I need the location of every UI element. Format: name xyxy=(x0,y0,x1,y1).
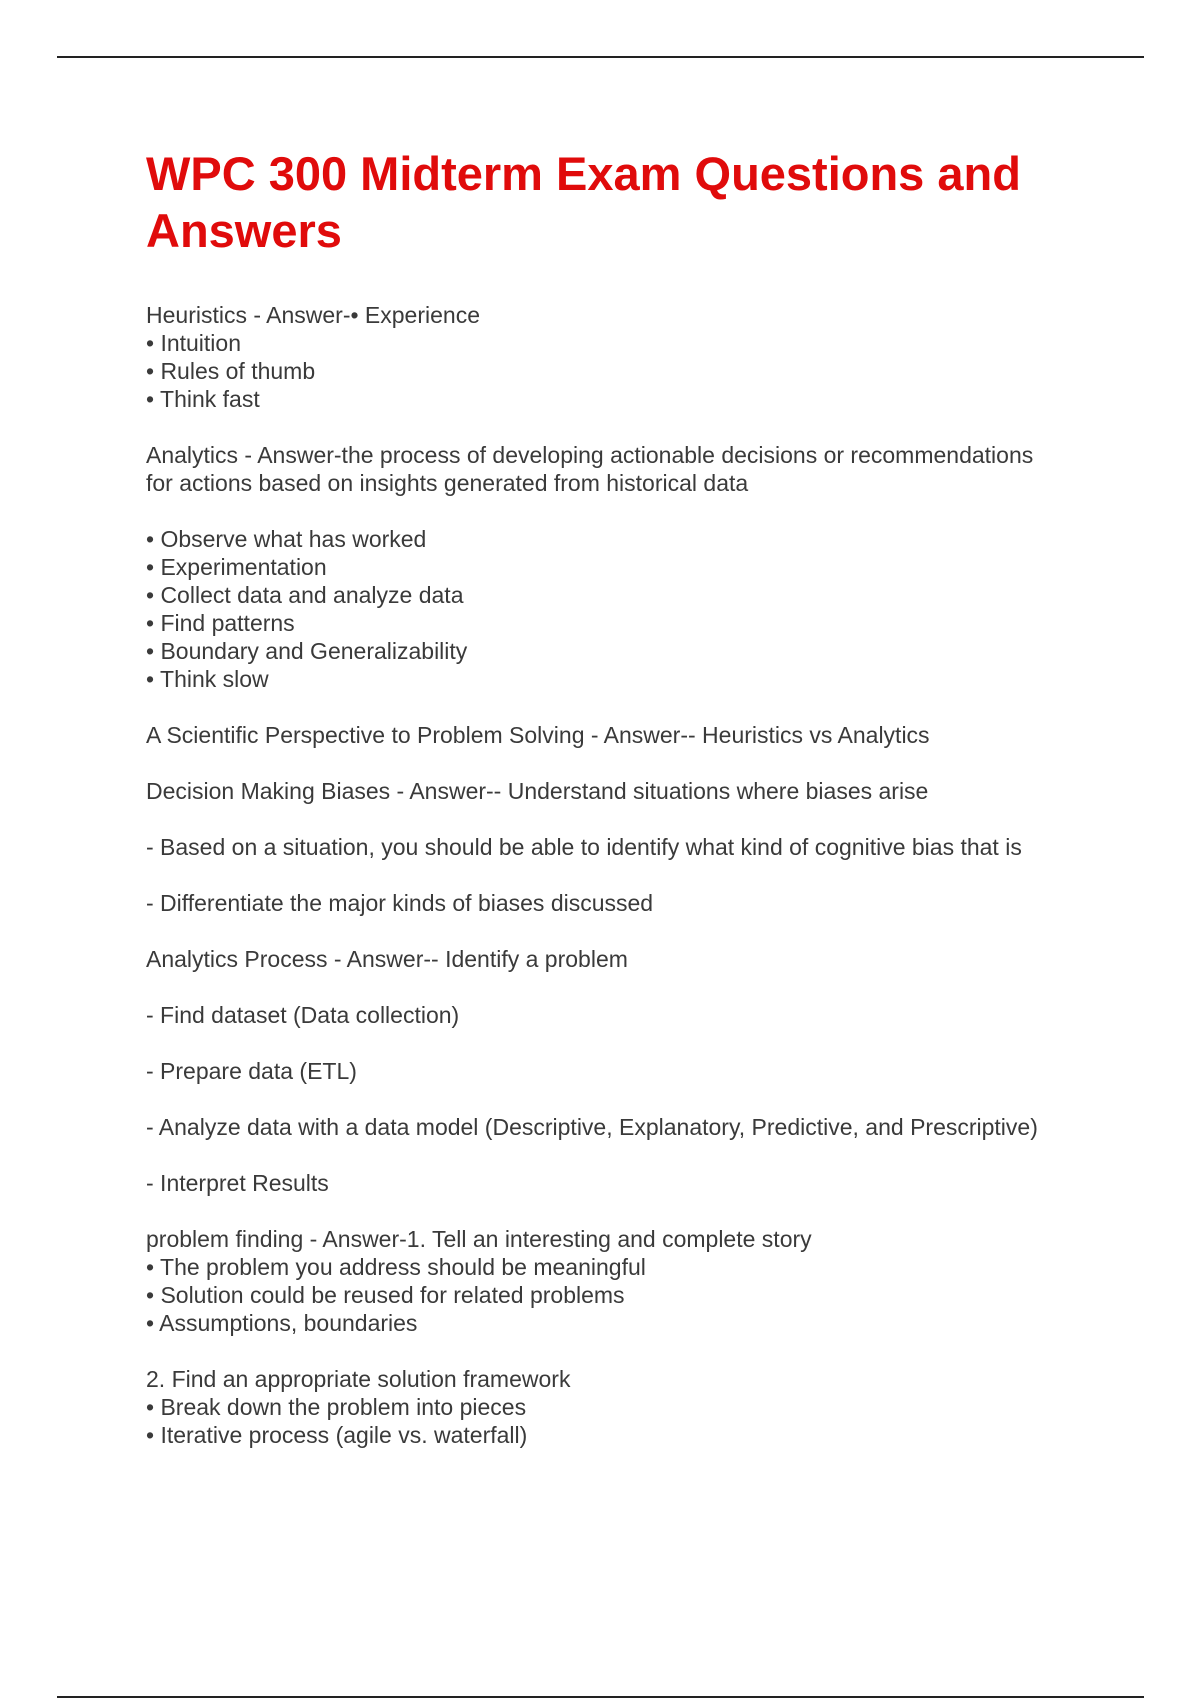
qa-block xyxy=(146,525,1106,693)
text-line: - Differentiate the major kinds of biases discussed xyxy=(146,890,654,916)
qa-block xyxy=(146,1225,1106,1337)
text-line: • Think fast xyxy=(146,386,260,412)
text-line: • Intuition xyxy=(146,330,241,356)
text-line: • Experimentation xyxy=(146,554,327,580)
text-line: - Analyze data with a data model (Descriptive, Explanatory, Predictive, and Prescriptive) xyxy=(146,1114,1038,1140)
text-line: - Prepare data (ETL) xyxy=(146,1058,357,1084)
text-line: • Observe what has worked xyxy=(146,526,427,552)
qa-block xyxy=(146,777,1106,805)
qa-block xyxy=(146,1057,1106,1085)
text-line: • Collect data and analyze data xyxy=(146,582,464,608)
qa-block xyxy=(146,301,1106,413)
qa-block xyxy=(146,721,1106,749)
document-body xyxy=(146,145,1106,1477)
qa-block xyxy=(146,1365,1106,1449)
text-line: Decision Making Biases - Answer-- Understand situations where biases arise xyxy=(146,778,929,804)
qa-list xyxy=(146,301,1106,1449)
top-rule xyxy=(57,56,1144,58)
qa-block xyxy=(146,833,1106,861)
text-line: • Assumptions, boundaries xyxy=(146,1310,418,1336)
text-line: Analytics - Answer-the process of developing actionable decisions or recommendations xyxy=(146,442,1034,468)
qa-block xyxy=(146,441,1106,497)
text-line: A Scientific Perspective to Problem Solving - Answer-- Heuristics vs Analytics xyxy=(146,722,930,748)
bottom-rule xyxy=(57,1696,1144,1698)
text-line: • Rules of thumb xyxy=(146,358,316,384)
text-line: • Find patterns xyxy=(146,610,295,636)
text-line: Heuristics - Answer-• Experience xyxy=(146,302,480,328)
text-line: Analytics Process - Answer-- Identify a problem xyxy=(146,946,628,972)
qa-block xyxy=(146,945,1106,973)
qa-block xyxy=(146,1113,1106,1141)
text-line: for actions based on insights generated from historical data xyxy=(146,470,749,496)
page-title: WPC 300 Midterm Exam Questions and Answers xyxy=(146,147,1021,257)
text-line: - Find dataset (Data collection) xyxy=(146,1002,460,1028)
text-line: - Based on a situation, you should be able to identify what kind of cognitive bias that is xyxy=(146,834,1022,860)
text-line: 2. Find an appropriate solution framework xyxy=(146,1366,571,1392)
text-line: • Break down the problem into pieces xyxy=(146,1394,527,1420)
text-line: • Think slow xyxy=(146,666,269,692)
qa-block xyxy=(146,1169,1106,1197)
text-line: • The problem you address should be meaningful xyxy=(146,1254,646,1280)
text-line: • Boundary and Generalizability xyxy=(146,638,468,664)
qa-block xyxy=(146,1001,1106,1029)
text-line: • Iterative process (agile vs. waterfall) xyxy=(146,1422,528,1448)
text-line: • Solution could be reused for related problems xyxy=(146,1282,625,1308)
text-line: - Interpret Results xyxy=(146,1170,329,1196)
text-line: problem finding - Answer-1. Tell an interesting and complete story xyxy=(146,1226,812,1252)
qa-block xyxy=(146,889,1106,917)
